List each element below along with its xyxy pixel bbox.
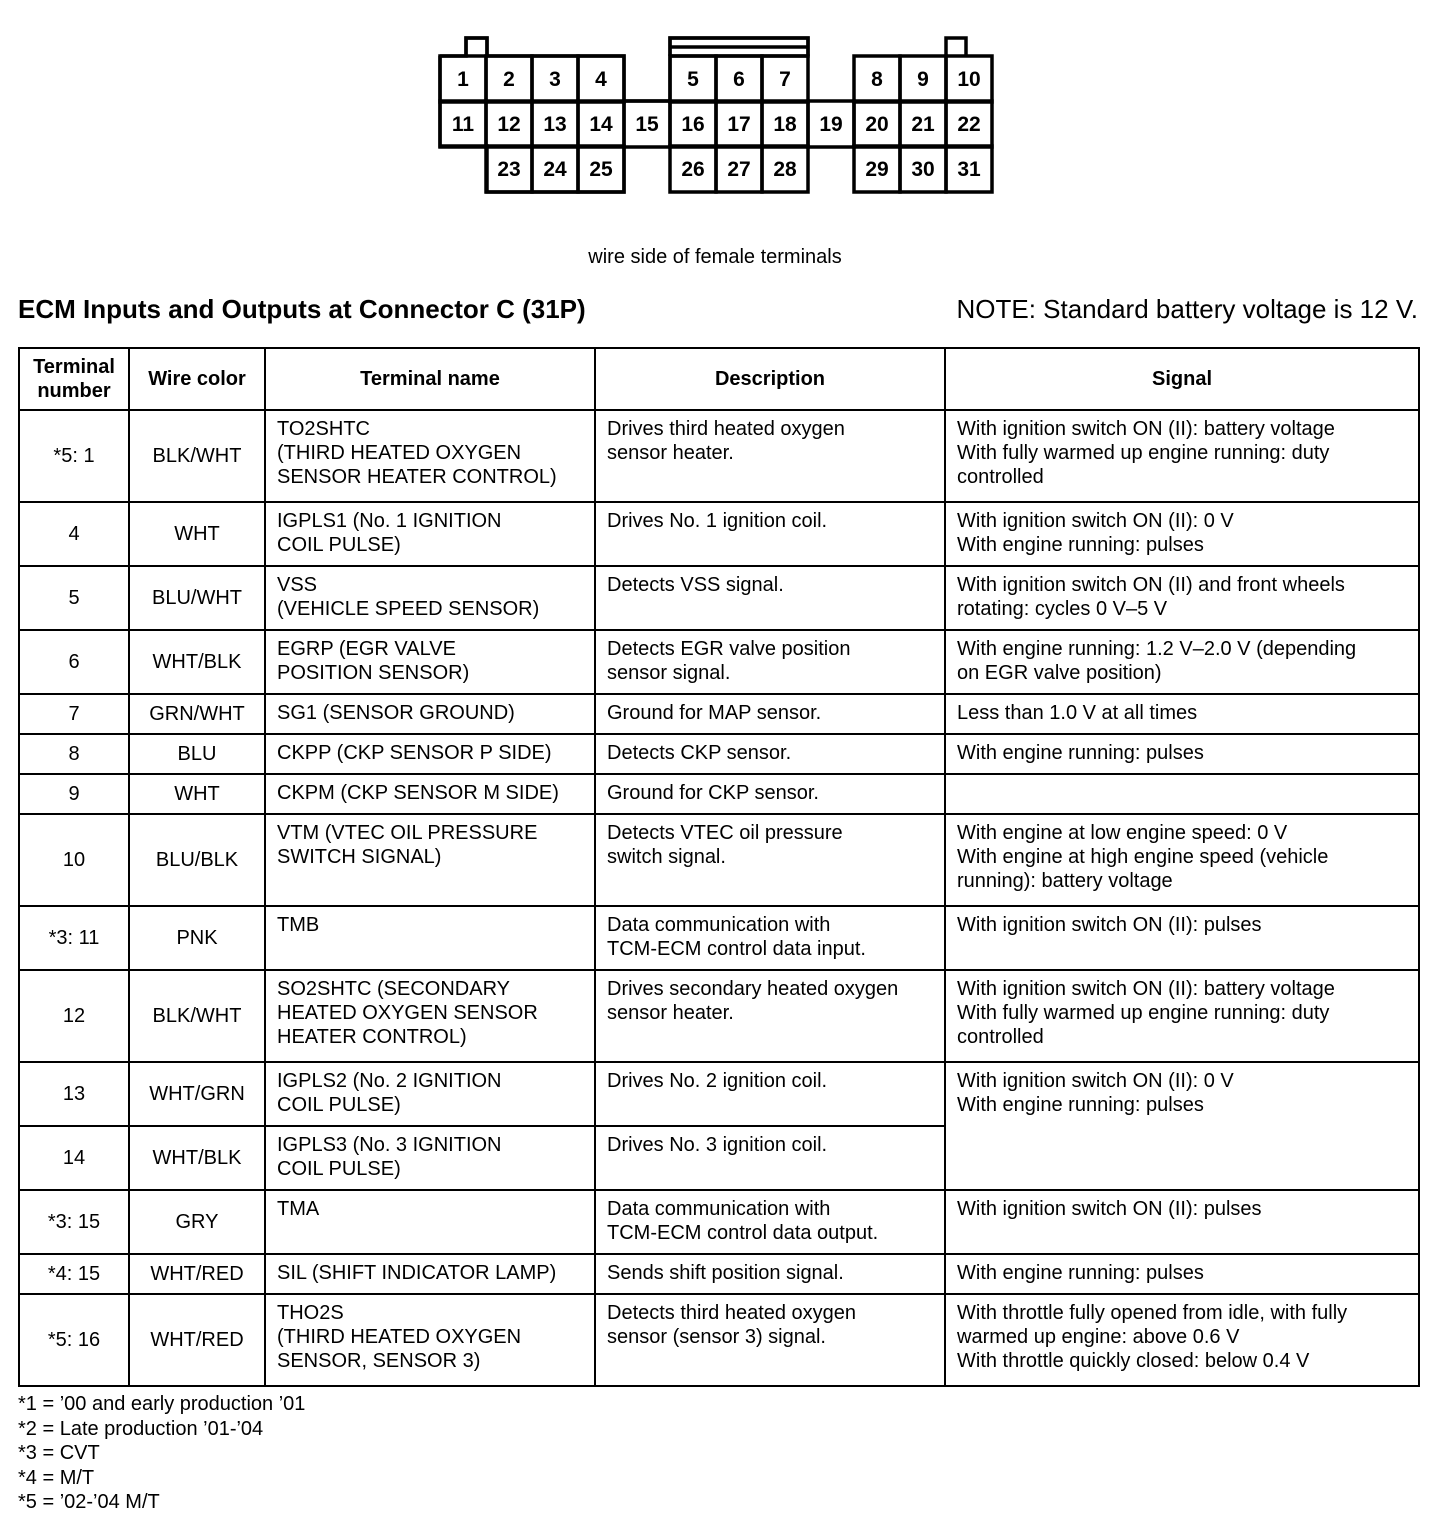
terminal-pin-label: 26: [681, 158, 705, 181]
col-header-signal: Signal: [945, 348, 1419, 410]
terminal-name-cell: IGPLS1 (No. 1 IGNITION COIL PULSE): [265, 502, 595, 566]
wire-color-cell: BLK/WHT: [129, 410, 265, 502]
terminal-number-cell: *4: 15: [19, 1254, 129, 1294]
table-row: [19, 630, 1419, 694]
terminal-pin-label: 22: [957, 113, 981, 136]
terminal-pin-label: 7: [779, 68, 791, 91]
terminal-number-cell: 8: [19, 734, 129, 774]
terminal-pin-label: 19: [819, 113, 843, 136]
wire-color-cell: BLU/WHT: [129, 566, 265, 630]
wire-color-cell: GRN/WHT: [129, 694, 265, 734]
table-row: [19, 1190, 1419, 1254]
wire-color-cell: PNK: [129, 906, 265, 970]
description-cell: Drives No. 2 ignition coil.: [595, 1062, 945, 1126]
wire-color-cell: WHT/BLK: [129, 1126, 265, 1190]
terminal-pin-label: 20: [865, 113, 889, 136]
wire-color-cell: WHT/BLK: [129, 630, 265, 694]
description-cell: Drives secondary heated oxygen sensor heater.: [595, 970, 945, 1062]
table-row: [19, 814, 1419, 906]
terminal-name-cell: SG1 (SENSOR GROUND): [265, 694, 595, 734]
signal-cell: With ignition switch ON (II): battery voltage With fully warmed up engine running: duty controlled: [945, 410, 1419, 502]
wire-color-cell: BLU: [129, 734, 265, 774]
signal-cell: Less than 1.0 V at all times: [945, 694, 1419, 734]
terminal-number-cell: *5: 1: [19, 410, 129, 502]
terminal-pin-label: 1: [457, 68, 469, 91]
description-cell: Sends shift position signal.: [595, 1254, 945, 1294]
description-cell: Drives third heated oxygen sensor heater.: [595, 410, 945, 502]
terminal-number-cell: 5: [19, 566, 129, 630]
description-cell: Detects EGR valve position sensor signal.: [595, 630, 945, 694]
description-cell: Data communication with TCM-ECM control data input.: [595, 906, 945, 970]
terminal-number-cell: 9: [19, 774, 129, 814]
table-row: [19, 1062, 1419, 1126]
terminal-name-cell: SIL (SHIFT INDICATOR LAMP): [265, 1254, 595, 1294]
terminal-pin-label: 16: [681, 113, 705, 136]
wire-color-cell: WHT/RED: [129, 1254, 265, 1294]
table-row: [19, 1254, 1419, 1294]
terminal-pin-label: 5: [687, 68, 699, 91]
terminal-name-cell: EGRP (EGR VALVE POSITION SENSOR): [265, 630, 595, 694]
table-row: [19, 410, 1419, 502]
terminal-name-cell: CKPM (CKP SENSOR M SIDE): [265, 774, 595, 814]
table-row: [19, 970, 1419, 1062]
terminal-pin-label: 30: [911, 158, 935, 181]
terminal-name-cell: TO2SHTC (THIRD HEATED OXYGEN SENSOR HEATER CONTROL): [265, 410, 595, 502]
signal-cell: With ignition switch ON (II): 0 V With engine running: pulses: [945, 1062, 1419, 1190]
page-title: ECM Inputs and Outputs at Connector C (31P): [18, 294, 586, 324]
terminal-pin-label: 13: [543, 113, 567, 136]
description-cell: Ground for MAP sensor.: [595, 694, 945, 734]
wire-color-cell: BLK/WHT: [129, 970, 265, 1062]
table-row: [19, 734, 1419, 774]
terminal-number-cell: *3: 15: [19, 1190, 129, 1254]
connector-diagram: [0, 0, 1456, 240]
table-row: [19, 502, 1419, 566]
terminal-pin-label: 18: [773, 113, 797, 136]
signal-cell: With ignition switch ON (II): pulses: [945, 1190, 1419, 1254]
terminal-pin-label: 10: [957, 68, 981, 91]
signal-cell: With engine at low engine speed: 0 V With engine at high engine speed (vehicle running): battery voltage: [945, 814, 1419, 906]
terminal-number-cell: 6: [19, 630, 129, 694]
terminal-pin-label: 15: [635, 113, 659, 136]
terminal-pin-label: 25: [589, 158, 613, 181]
table-row: [19, 694, 1419, 734]
description-cell: Detects CKP sensor.: [595, 734, 945, 774]
terminal-pin-label: 28: [773, 158, 797, 181]
table-row: [19, 1294, 1419, 1386]
terminal-pin-label: 21: [911, 113, 935, 136]
col-header-terminal-number: Terminal number: [19, 348, 129, 410]
wire-color-cell: BLU/BLK: [129, 814, 265, 906]
footnote: *5 = ’02-’04 M/T: [18, 1491, 160, 1513]
description-cell: Drives No. 3 ignition coil.: [595, 1126, 945, 1190]
description-cell: Data communication with TCM-ECM control data output.: [595, 1190, 945, 1254]
terminal-pin-label: 3: [549, 68, 561, 91]
terminal-number-cell: *3: 11: [19, 906, 129, 970]
terminal-number-cell: 4: [19, 502, 129, 566]
signal-cell: With ignition switch ON (II): battery voltage With fully warmed up engine running: duty controlled: [945, 970, 1419, 1062]
description-cell: Detects VTEC oil pressure switch signal.: [595, 814, 945, 906]
terminal-number-cell: 10: [19, 814, 129, 906]
terminal-name-cell: THO2S (THIRD HEATED OXYGEN SENSOR, SENSOR 3): [265, 1294, 595, 1386]
connector-key-tab: [946, 38, 966, 56]
terminal-pin-label: 23: [497, 158, 521, 181]
signal-cell: With engine running: pulses: [945, 734, 1419, 774]
footnote: *4 = M/T: [18, 1466, 95, 1489]
col-header-terminal-name: Terminal name: [265, 348, 595, 410]
terminal-name-cell: IGPLS3 (No. 3 IGNITION COIL PULSE): [265, 1126, 595, 1190]
table-row: [19, 774, 1419, 814]
signal-cell: With engine running: pulses: [945, 1254, 1419, 1294]
terminal-pin-label: 14: [589, 113, 613, 136]
signal-cell: With ignition switch ON (II): 0 V With engine running: pulses: [945, 502, 1419, 566]
terminal-pin-label: 12: [497, 113, 521, 136]
terminal-pin-label: 24: [543, 158, 567, 181]
signal-cell: With throttle fully opened from idle, with fully warmed up engine: above 0.6 V With throttle quickly closed: below 0.4 V: [945, 1294, 1419, 1386]
description-cell: Drives No. 1 ignition coil.: [595, 502, 945, 566]
wire-color-cell: GRY: [129, 1190, 265, 1254]
voltage-note: NOTE: Standard battery voltage is 12 V.: [956, 294, 1418, 324]
terminal-pin-label: 4: [595, 68, 607, 91]
terminal-number-cell: 12: [19, 970, 129, 1062]
terminal-name-cell: CKPP (CKP SENSOR P SIDE): [265, 734, 595, 774]
terminal-pin-label: 11: [451, 113, 475, 136]
footnote: *1 = ’00 and early production ’01: [18, 1393, 306, 1415]
footnote: *2 = Late production ’01-’04: [18, 1417, 264, 1440]
terminal-pin-label: 2: [503, 68, 515, 91]
terminal-pin-label: 6: [733, 68, 745, 91]
terminal-name-cell: VTM (VTEC OIL PRESSURE SWITCH SIGNAL): [265, 814, 595, 906]
description-cell: Ground for CKP sensor.: [595, 774, 945, 814]
terminal-number-cell: 7: [19, 694, 129, 734]
terminal-pin-label: 29: [865, 158, 889, 181]
terminal-name-cell: VSS (VEHICLE SPEED SENSOR): [265, 566, 595, 630]
description-cell: Detects third heated oxygen sensor (sensor 3) signal.: [595, 1294, 945, 1386]
terminal-pin-label: 27: [727, 158, 751, 181]
signal-cell: With ignition switch ON (II): pulses: [945, 906, 1419, 970]
wire-color-cell: WHT: [129, 502, 265, 566]
col-header-description: Description: [595, 348, 945, 410]
footnotes: [18, 1392, 305, 1515]
table-row: [19, 906, 1419, 970]
terminal-table: [18, 347, 1420, 1387]
connector-key-tab: [466, 38, 487, 56]
footnote: *3 = CVT: [18, 1442, 100, 1464]
connector-caption: wire side of female terminals: [588, 246, 842, 268]
table-header-row: [19, 348, 1419, 410]
terminal-pin-label: 31: [957, 158, 981, 181]
terminal-number-cell: 13: [19, 1062, 129, 1126]
terminal-name-cell: TMA: [265, 1190, 595, 1254]
terminal-name-cell: IGPLS2 (No. 2 IGNITION COIL PULSE): [265, 1062, 595, 1126]
signal-cell: With engine running: 1.2 V–2.0 V (depending on EGR valve position): [945, 630, 1419, 694]
signal-cell: [945, 774, 1419, 814]
col-header-wire-color: Wire color: [129, 348, 265, 410]
terminal-pin-label: 8: [871, 68, 883, 91]
terminal-name-cell: SO2SHTC (SECONDARY HEATED OXYGEN SENSOR HEATER CONTROL): [265, 970, 595, 1062]
signal-cell: With ignition switch ON (II) and front wheels rotating: cycles 0 V–5 V: [945, 566, 1419, 630]
wire-color-cell: WHT/GRN: [129, 1062, 265, 1126]
terminal-name-cell: TMB: [265, 906, 595, 970]
terminal-number-cell: 14: [19, 1126, 129, 1190]
terminal-pin-label: 9: [917, 68, 929, 91]
terminal-pin-label: 17: [727, 113, 751, 136]
table-row: [19, 566, 1419, 630]
wire-color-cell: WHT: [129, 774, 265, 814]
terminal-number-cell: *5: 16: [19, 1294, 129, 1386]
description-cell: Detects VSS signal.: [595, 566, 945, 630]
wire-color-cell: WHT/RED: [129, 1294, 265, 1386]
